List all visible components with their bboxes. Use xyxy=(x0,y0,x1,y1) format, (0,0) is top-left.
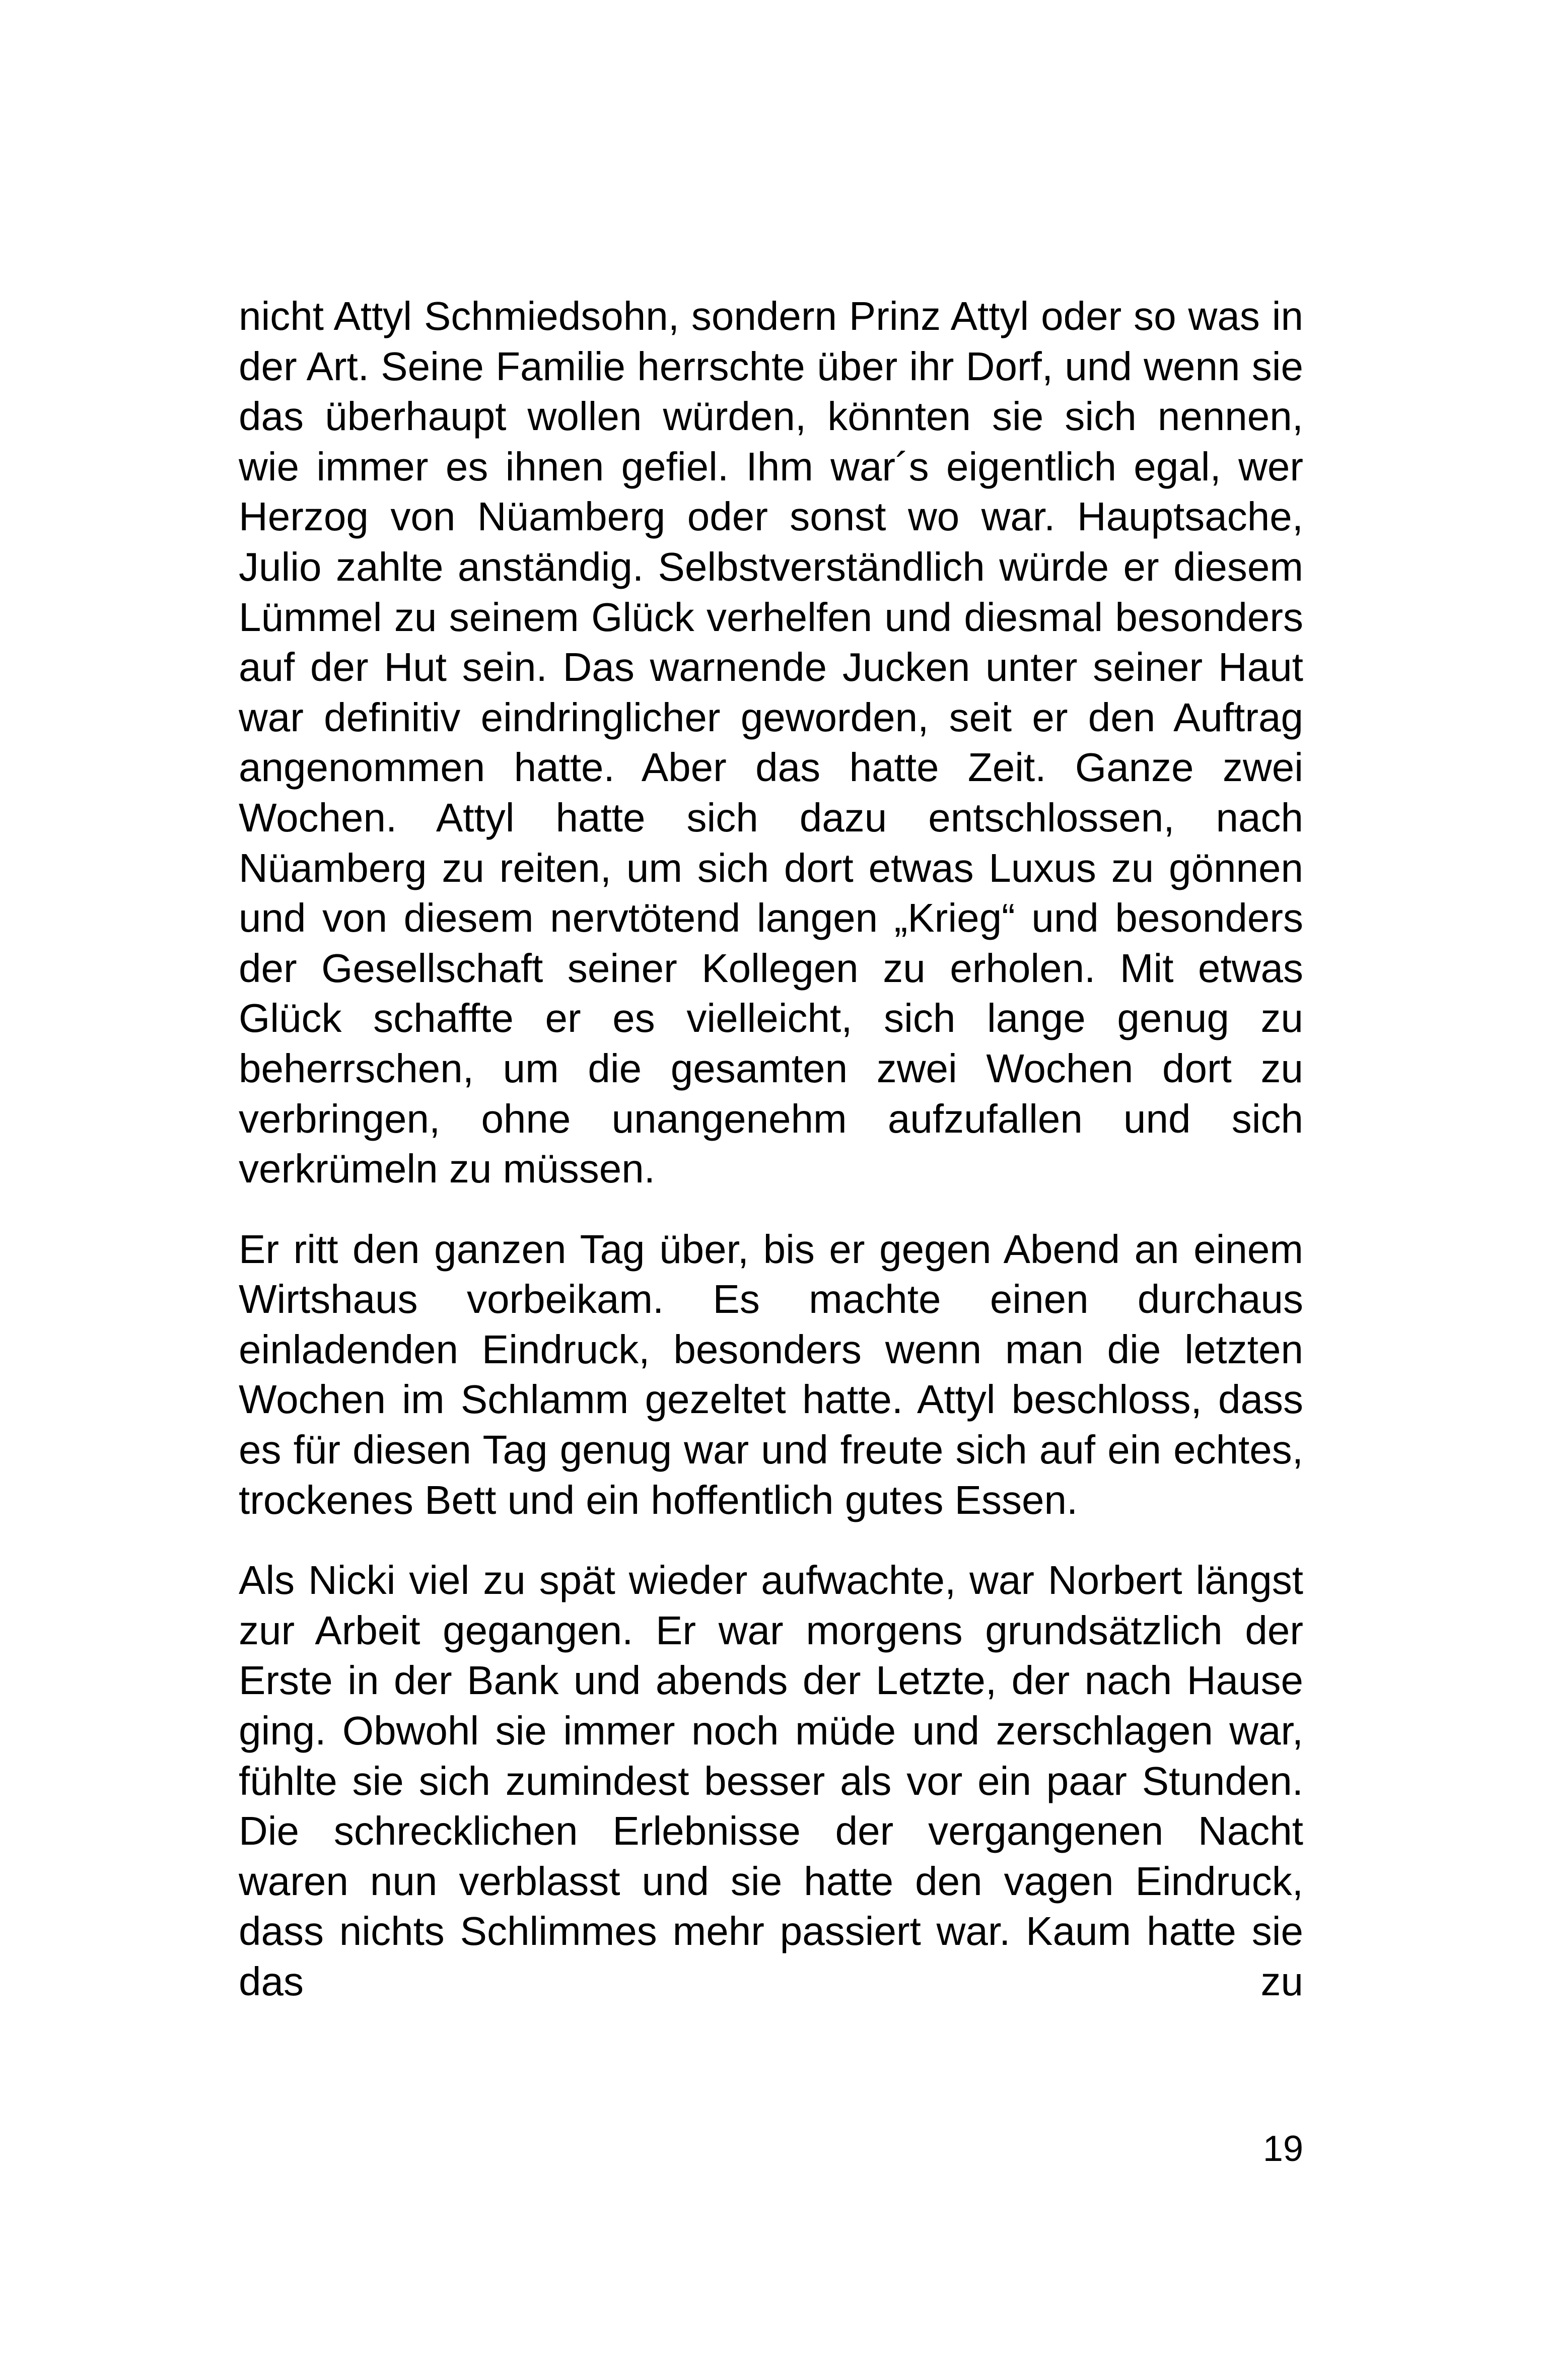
paragraph-1: nicht Attyl Schmiedsohn, sondern Prinz Attyl oder so was in der Art. Seine Familie herrschte über ihr Dorf, und wenn sie das überhaupt wollen würden, könnten sie sich nennen, wie immer es ihnen gefiel. Ihm war´s eigentlich egal, wer Herzog von Nüamberg oder sonst wo war. Hauptsache, Julio zahlte anständig. Selbstverständlich würde er diesem Lümmel zu seinem Glück verhelfen und diesmal besonders auf der Hut sein. Das warnende Jucken unter seiner Haut war definitiv eindringlicher geworden, seit er den Auftrag angenommen hatte. Aber das hatte Zeit. Ganze zwei Wochen. Attyl hatte sich dazu entschlossen, nach Nüamberg zu reiten, um sich dort etwas Luxus zu gönnen und von diesem nervtötend langen „Krieg“ und besonders der Gesellschaft seiner Kollegen zu erholen. Mit etwas Glück schaffte er es vielleicht, sich lange genug zu beherrschen, um die gesamten zwei Wochen dort zu verbringen, ohne unangenehm aufzufallen und sich verkrümeln zu müssen. xyxy=(239,294,1303,1192)
page-number: 19 xyxy=(1262,2129,1303,2169)
body-text xyxy=(239,291,1303,2007)
paragraph-3: Als Nicki viel zu spät wieder aufwachte, war Norbert längst zur Arbeit gegangen. Er war morgens grundsätzlich der Erste in der Bank und abends der Letzte, der nach Hause ging. Obwohl sie immer noch müde und zerschlagen war, fühlte sie sich zumindest besser als vor ein paar Stunden. Die schrecklichen Erlebnisse der vergangenen Nacht waren nun verblasst und sie hatte den vagen Eindruck, dass nichts Schlimmes mehr passiert war. Kaum hatte sie das zu xyxy=(239,1558,1303,2004)
paragraph-2: Er ritt den ganzen Tag über, bis er gegen Abend an einem Wirtshaus vorbeikam. Es machte einen durchaus einladenden Eindruck, besonders wenn man die letzten Wochen im Schlamm gezeltet hatte. Attyl beschloss, dass es für diesen Tag genug war und freute sich auf ein echtes, trockenes Bett und ein hoffentlich gutes Essen. xyxy=(239,1226,1303,1522)
